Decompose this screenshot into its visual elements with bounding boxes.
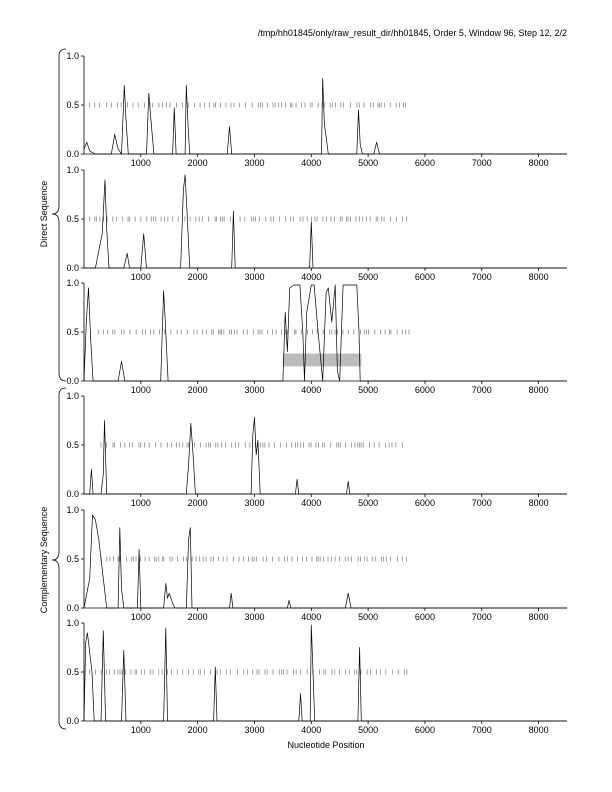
x-tick-label: 8000: [528, 725, 549, 735]
panel-3: [66, 278, 567, 395]
x-tick-label: 1000: [130, 385, 151, 395]
x-tick-label: 1000: [130, 158, 151, 168]
series-line-4-0: [84, 418, 567, 494]
series-line-1-0: [84, 79, 567, 155]
panels: [66, 51, 567, 735]
tick-track: [101, 443, 402, 448]
x-tick-label: 8000: [528, 612, 549, 622]
x-tick-label: 4000: [301, 158, 322, 168]
x-tick-label: 7000: [471, 725, 492, 735]
x-tick-label: 6000: [414, 725, 435, 735]
y-tick-label: 1.0: [66, 505, 79, 515]
x-tick-label: 5000: [358, 272, 379, 282]
x-tick-label: 8000: [528, 498, 549, 508]
x-tick-label: 2000: [187, 158, 208, 168]
panel-6: [66, 618, 567, 735]
y-tick-label: 0.5: [66, 100, 79, 110]
y-tick-label: 1.0: [66, 278, 79, 288]
x-tick-label: 4000: [301, 385, 322, 395]
x-tick-label: 6000: [414, 158, 435, 168]
brace-complementary: [52, 388, 66, 729]
panel-5: [66, 505, 567, 622]
y-tick-label: 0.5: [66, 327, 79, 337]
panel-2: [66, 165, 567, 282]
x-tick-label: 1000: [130, 725, 151, 735]
y-tick-label: 1.0: [66, 165, 79, 175]
y-tick-label: 0.0: [66, 603, 79, 613]
x-tick-label: 7000: [471, 385, 492, 395]
x-tick-label: 3000: [244, 725, 265, 735]
x-tick-label: 3000: [244, 498, 265, 508]
x-tick-label: 2000: [187, 272, 208, 282]
y-tick-label: 0.0: [66, 376, 79, 386]
x-tick-label: 6000: [414, 385, 435, 395]
y-tick-label: 0.5: [66, 667, 79, 677]
x-tick-label: 1000: [130, 272, 151, 282]
y-tick-label: 0.0: [66, 263, 79, 273]
x-tick-label: 6000: [414, 498, 435, 508]
y-tick-label: 0.5: [66, 554, 79, 564]
x-tick-label: 4000: [301, 725, 322, 735]
x-tick-label: 8000: [528, 272, 549, 282]
x-tick-label: 5000: [358, 158, 379, 168]
highlight-band: [283, 354, 361, 367]
figure-title: /tmp/hh01845/only/raw_result_dir/hh01845, Order 5, Window 96, Step 12, 2/2: [257, 28, 567, 38]
x-tick-label: 1000: [130, 612, 151, 622]
label-complementary-sequence: Complementary Sequence: [39, 506, 49, 614]
x-tick-label: 7000: [471, 158, 492, 168]
x-tick-label: 5000: [358, 612, 379, 622]
x-tick-label: 2000: [187, 385, 208, 395]
tick-track: [98, 330, 409, 335]
y-tick-label: 1.0: [66, 618, 79, 628]
x-tick-label: 1000: [130, 498, 151, 508]
y-tick-label: 1.0: [66, 51, 79, 61]
panel-4: [66, 391, 567, 508]
x-tick-label: 2000: [187, 498, 208, 508]
x-tick-label: 8000: [528, 158, 549, 168]
x-tick-label: 4000: [301, 612, 322, 622]
x-tick-label: 4000: [301, 272, 322, 282]
x-tick-label: 3000: [244, 385, 265, 395]
x-tick-label: 2000: [187, 612, 208, 622]
y-tick-label: 0.0: [66, 489, 79, 499]
x-tick-label: 7000: [471, 272, 492, 282]
panel-1: [66, 51, 567, 168]
x-tick-label: 5000: [358, 725, 379, 735]
x-tick-label: 4000: [301, 498, 322, 508]
x-tick-label: 6000: [414, 612, 435, 622]
series-line-3-0: [84, 285, 567, 381]
y-tick-label: 1.0: [66, 391, 79, 401]
y-tick-label: 0.5: [66, 440, 79, 450]
y-tick-label: 0.0: [66, 716, 79, 726]
y-tick-label: 0.5: [66, 214, 79, 224]
label-direct-sequence: Direct Sequence: [39, 180, 49, 248]
x-tick-label: 3000: [244, 272, 265, 282]
x-tick-label: 5000: [358, 385, 379, 395]
tick-track: [90, 217, 407, 222]
x-tick-label: 7000: [471, 498, 492, 508]
y-tick-label: 0.0: [66, 149, 79, 159]
x-tick-label: 3000: [244, 158, 265, 168]
x-tick-label: 7000: [471, 612, 492, 622]
group-brace-complementary: [39, 388, 66, 729]
x-tick-label: 5000: [358, 498, 379, 508]
x-tick-label: 8000: [528, 385, 549, 395]
brace-direct: [52, 49, 66, 381]
x-tick-label: 3000: [244, 612, 265, 622]
x-axis-label: Nucleotide Position: [287, 740, 365, 750]
x-tick-label: 2000: [187, 725, 208, 735]
group-brace-direct: [39, 49, 66, 381]
x-tick-label: 6000: [414, 272, 435, 282]
series-line-2-0: [84, 175, 567, 268]
tick-track: [90, 103, 406, 108]
tick-track: [101, 557, 406, 562]
